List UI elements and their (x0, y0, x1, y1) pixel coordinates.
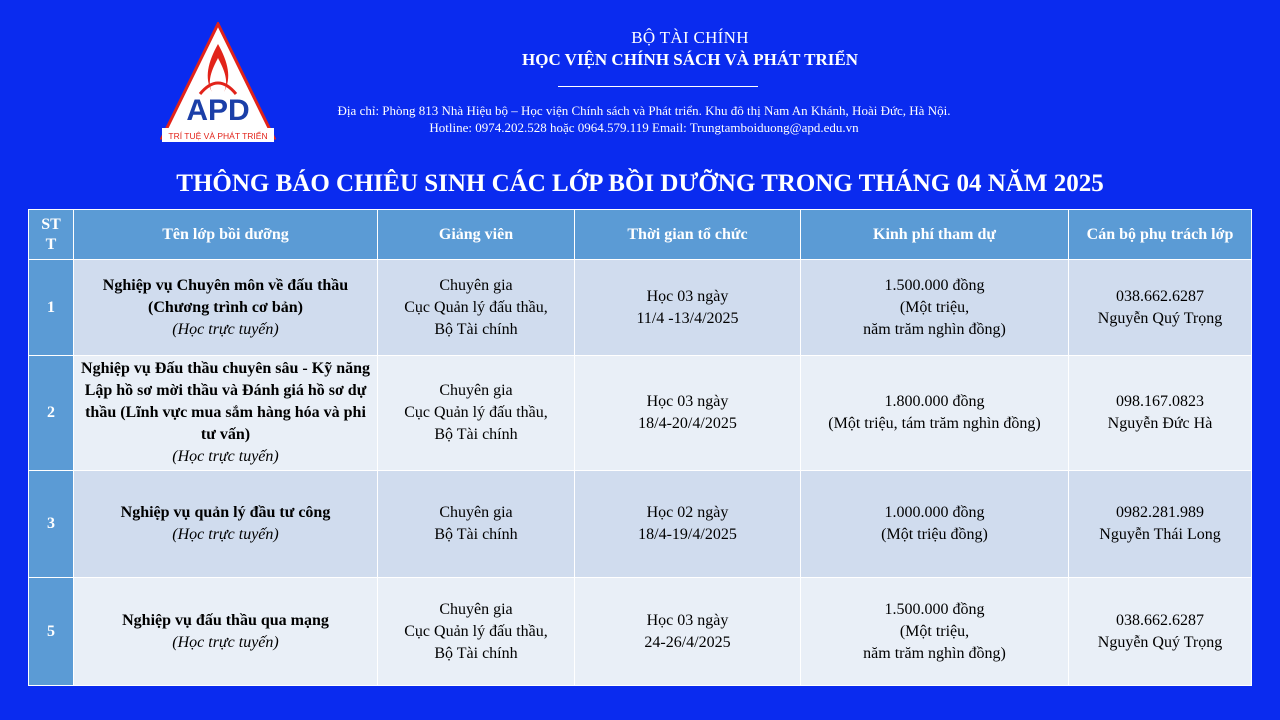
header-course-name: Tên lớp bồi dưỡng (74, 210, 378, 260)
contact-cell (1069, 356, 1252, 471)
fee-line: 1.500.000 đồng (884, 276, 985, 294)
contact-name: Nguyễn Thái Long (1099, 526, 1221, 543)
academy-name: HỌC VIỆN CHÍNH SÁCH VÀ PHÁT TRIỂN (522, 50, 858, 69)
lecturer-line: Chuyên gia (439, 276, 513, 294)
contact-name: Nguyễn Quý Trọng (1097, 309, 1223, 327)
time-line: Học 02 ngày (646, 504, 729, 521)
apd-logo (160, 22, 276, 146)
table-row (29, 260, 1252, 356)
contact-cell (1069, 578, 1252, 686)
time-line: Học 03 ngày (646, 393, 729, 410)
course-table (28, 209, 1252, 686)
lecturer-line: Chuyên gia (439, 504, 513, 521)
logo-tagline: TRÍ TUỆ VÀ PHÁT TRIỂN (168, 131, 268, 141)
time-cell (575, 260, 801, 356)
row-stt: 5 (29, 578, 74, 686)
row-stt: 1 (29, 260, 74, 356)
header-fee: Kinh phí tham dự (801, 210, 1069, 260)
contact-name: Nguyễn Đức Hà (1107, 415, 1213, 432)
table-header-row (29, 210, 1252, 260)
lecturer-line: Cục Quản lý đấu thầu, (404, 404, 548, 421)
lecturer-cell (378, 471, 575, 578)
contact-cell (1069, 260, 1252, 356)
fee-cell (801, 578, 1069, 686)
header-stt: ST T (29, 210, 74, 260)
header-lecturer: Giảng viên (378, 210, 575, 260)
header-divider (558, 86, 758, 87)
lecturer-line: Bộ Tài chính (434, 644, 518, 662)
fee-line: (Một triệu, tám trăm nghìn đồng) (828, 415, 1041, 432)
lecturer-line: Cục Quản lý đấu thầu, (404, 622, 548, 640)
row-stt: 2 (29, 356, 74, 471)
contact-phone: 038.662.6287 (1116, 611, 1204, 629)
fee-line: (Một triệu, (899, 298, 970, 316)
course-cell (74, 260, 378, 356)
course-note: (Học trực tuyến) (172, 320, 279, 338)
fee-line: 1.000.000 đồng (884, 504, 985, 521)
notice-title: THÔNG BÁO CHIÊU SINH CÁC LỚP BỒI DƯỠNG TRONG THÁNG 04 NĂM 2025 (176, 170, 1104, 197)
course-name: Nghiệp vụ quản lý đầu tư công (120, 504, 331, 521)
contact-line: Hotline: 0974.202.528 hoặc 0964.579.119 Email: Trungtamboiduong@apd.edu.vn (429, 120, 859, 135)
contact-phone: 0982.281.989 (1116, 504, 1204, 521)
course-note: (Học trực tuyến) (172, 526, 279, 543)
fee-cell (801, 356, 1069, 471)
fee-line: năm trăm nghìn đồng) (863, 644, 1006, 662)
lecturer-line: Bộ Tài chính (434, 526, 518, 543)
table-row (29, 471, 1252, 578)
contact-name: Nguyễn Quý Trọng (1097, 633, 1223, 651)
lecturer-cell (378, 578, 575, 686)
fee-line: (Một triệu đồng) (881, 526, 988, 543)
fee-line: năm trăm nghìn đồng) (863, 320, 1006, 338)
time-line: Học 03 ngày (646, 287, 729, 305)
contact-phone: 038.662.6287 (1116, 287, 1204, 305)
contact-cell (1069, 471, 1252, 578)
table-row (29, 578, 1252, 686)
lecturer-line: Bộ Tài chính (434, 320, 518, 338)
time-cell (575, 578, 801, 686)
fee-line: (Một triệu, (899, 622, 970, 640)
lecturer-cell (378, 260, 575, 356)
fee-cell (801, 260, 1069, 356)
time-line: 18/4-19/4/2025 (638, 526, 737, 543)
fee-cell (801, 471, 1069, 578)
header-time: Thời gian tổ chức (575, 210, 801, 260)
course-cell (74, 356, 378, 471)
logo-text: APD (186, 94, 250, 127)
time-line: 24-26/4/2025 (644, 633, 731, 651)
lecturer-line: Cục Quản lý đấu thầu, (404, 298, 548, 316)
address-line: Địa chỉ: Phòng 813 Nhà Hiệu bộ – Học viện Chính sách và Phát triển. Khu đô thị Nam An Khánh, Hoài Đức, Hà Nội. (337, 103, 951, 118)
course-name: Nghiệp vụ đấu thầu qua mạng (122, 611, 329, 629)
course-cell (74, 578, 378, 686)
lecturer-line: Chuyên gia (439, 382, 513, 399)
fee-line: 1.500.000 đồng (884, 600, 985, 618)
lecturer-line: Chuyên gia (439, 600, 513, 618)
time-line: 11/4 -13/4/2025 (636, 309, 739, 327)
course-cell (74, 471, 378, 578)
table-row (29, 356, 1252, 471)
fee-line: 1.800.000 đồng (884, 393, 985, 410)
row-stt: 3 (29, 471, 74, 578)
lecturer-line: Bộ Tài chính (434, 426, 518, 443)
course-name: Nghiệp vụ Đấu thầu chuyên sâu - Kỹ năng Lập hồ sơ mời thầu và Đánh giá hồ sơ dự thầu (Lĩnh vực mua sắm hàng hóa và phi tư vấn) (81, 360, 370, 443)
time-line: 18/4-20/4/2025 (638, 415, 737, 432)
course-name: Nghiệp vụ Chuyên môn về đấu thầu (Chương trình cơ bản) (102, 276, 349, 316)
time-cell (575, 356, 801, 471)
time-cell (575, 471, 801, 578)
course-note: (Học trực tuyến) (172, 633, 279, 651)
header-contact: Cán bộ phụ trách lớp (1069, 210, 1252, 260)
time-line: Học 03 ngày (646, 611, 729, 629)
lecturer-cell (378, 356, 575, 471)
ministry-name: BỘ TÀI CHÍNH (631, 28, 749, 47)
contact-phone: 098.167.0823 (1116, 393, 1204, 410)
course-note: (Học trực tuyến) (172, 448, 279, 465)
